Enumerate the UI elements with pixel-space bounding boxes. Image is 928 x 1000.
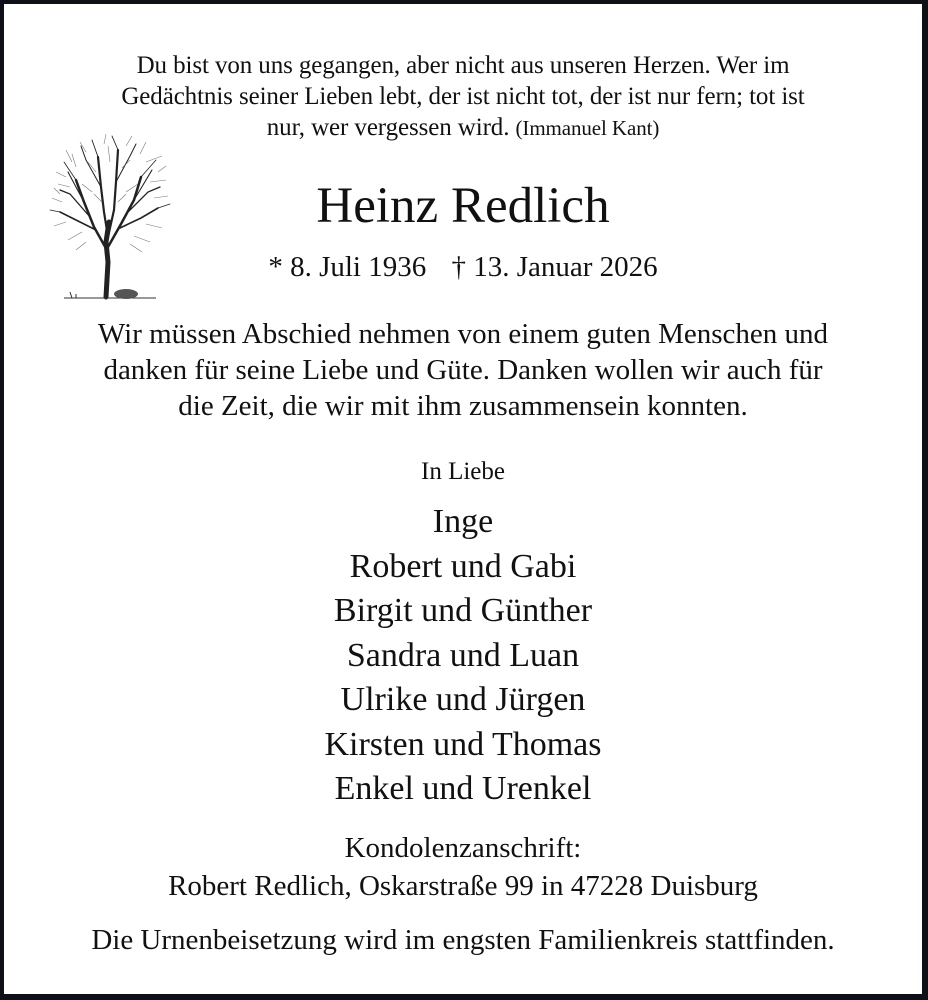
death-date: 13. Januar 2026 (473, 251, 658, 283)
family-member: Birgit und Günther (333, 592, 593, 629)
life-dates (4, 249, 922, 285)
burial-note: Die Urnenbeisetzung wird im engsten Familienkreis stattfinden. (91, 924, 835, 956)
family-member: Inge (432, 503, 494, 540)
message-line: danken für seine Liebe und Güte. Danken wollen wir auch für (103, 354, 823, 386)
condolence-label: Kondolenzanschrift: (344, 832, 582, 864)
farewell-message (4, 316, 922, 424)
condolence-address-block (4, 829, 922, 905)
family-member: Kirsten und Thomas (324, 725, 602, 763)
birth-date: 8. Juli 1936 (290, 251, 427, 283)
family-member: Enkel und Urenkel (334, 770, 592, 807)
birth-symbol-icon: * (268, 251, 283, 283)
memorial-quote (4, 50, 922, 144)
family-list (4, 500, 922, 812)
message-line: die Zeit, die wir mit ihm zusammensein konnten. (178, 390, 748, 422)
signoff: In Liebe (421, 458, 505, 485)
family-member: Robert und Gabi (349, 547, 577, 585)
quote-author: (Immanuel Kant) (515, 116, 660, 140)
condolence-address: Robert Redlich, Oskarstraße 99 in 47228 Duisburg (168, 870, 758, 902)
deceased-name: Heinz Redlich (316, 178, 610, 234)
family-member: Ulrike und Jürgen (340, 681, 586, 718)
quote-line: Du bist von uns gegangen, aber nicht aus unseren Herzen. Wer im (136, 52, 790, 79)
quote-line: Gedächtnis seiner Lieben lebt, der ist nicht tot, der ist nur fern; tot ist (121, 83, 805, 110)
family-member: Sandra und Luan (346, 636, 580, 674)
message-line: Wir müssen Abschied nehmen von einem guten Menschen und (97, 318, 829, 350)
quote-line-text: nur, wer vergessen wird. (266, 114, 510, 141)
obituary-notice (4, 4, 922, 994)
death-cross-icon: † (451, 251, 466, 283)
